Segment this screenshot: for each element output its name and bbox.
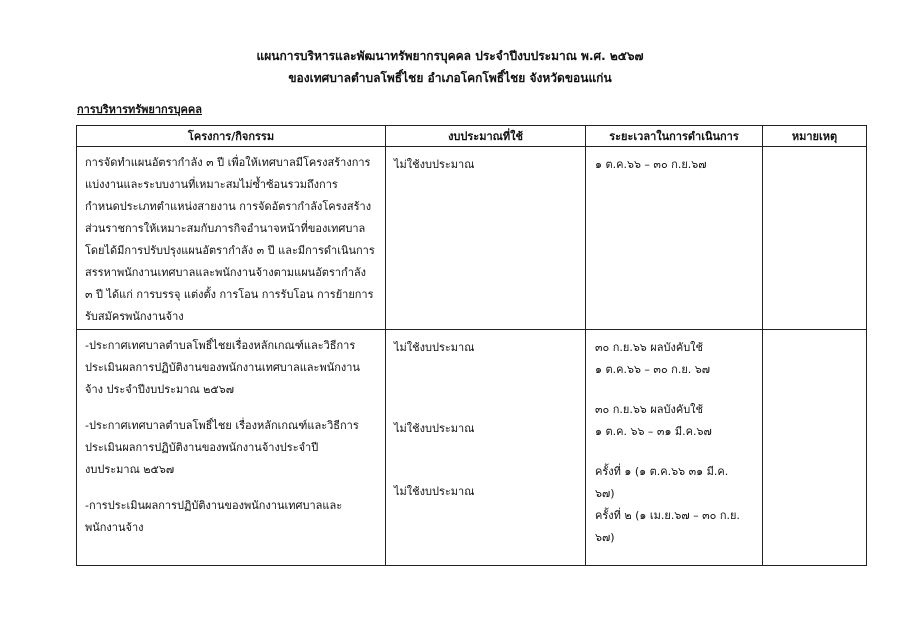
schedule-cell xyxy=(586,330,763,566)
schedule-line: ครั้งที่ ๑ (๑ ต.ค.๖๖ ๓๑ มี.ค. xyxy=(595,465,729,478)
schedule-line: ๓๐ ก.ย.๖๖ ผลบังคับใช้ xyxy=(595,403,704,416)
activity-line: ประเมินผลการปฏิบัติงานของพนักงานเทศบาลและพนักงาน xyxy=(85,361,360,374)
column-header-note: หมายเหตุ xyxy=(763,126,867,147)
column-header-activity: โครงการ/กิจกรรม xyxy=(77,126,386,147)
section-title: การบริหารทรัพยากรบุคคล xyxy=(77,103,203,116)
activity-line: -การประเมินผลการปฏิบัติงานของพนักงานเทศบาลและ xyxy=(85,499,343,512)
note-cell xyxy=(763,147,867,330)
schedule-text: ๑ ต.ค.๖๖ – ๓๐ ก.ย.๖๗ xyxy=(595,158,707,171)
activity-line: งบประมาณ ๒๕๖๗ xyxy=(85,463,175,476)
activity-cell xyxy=(77,330,386,566)
activity-line: ประเมินผลการปฏิบัติงานของพนักงานจ้างประจำปี xyxy=(85,441,319,454)
activity-line: รับสมัครพนักงานจ้าง xyxy=(85,310,184,323)
activity-line: แบ่งงานและระบบงานที่เหมาะสมไม่ซ้ำซ้อนรวมถึงการ xyxy=(85,178,338,191)
schedule-line: ครั้งที่ ๒ (๑ เม.ย.๖๗ – ๓๐ ก.ย. xyxy=(595,509,740,522)
schedule-line: ๖๗) xyxy=(595,531,615,544)
activity-cell xyxy=(77,147,386,330)
budget-text: ไม่ใช้งบประมาณ xyxy=(394,485,475,498)
schedule-line: ๑ ต.ค.๖๖ – ๓๐ ก.ย. ๖๗ xyxy=(595,363,711,376)
budget-cell xyxy=(386,147,586,330)
activity-line: พนักงานจ้าง xyxy=(85,521,144,534)
schedule-line: ๓๐ ก.ย.๖๖ ผลบังคับใช้ xyxy=(595,341,704,354)
activity-line: -ประกาศเทศบาลตำบลโพธิ์ไชยเรื่องหลักเกณฑ์และวิธีการ xyxy=(85,339,356,352)
schedule-cell xyxy=(586,147,763,330)
table-row xyxy=(77,330,867,566)
table-row xyxy=(77,147,867,330)
budget-cell xyxy=(386,330,586,566)
activity-line: ๓ ปี ได้แก่ การบรรจุ แต่งตั้ง การโอน การรับโอน การย้ายการ xyxy=(85,288,374,301)
note-cell xyxy=(763,330,867,566)
activity-line: จ้าง ประจำปีงบประมาณ ๒๕๖๗ xyxy=(85,383,235,396)
document-title-line1: แผนการบริหารและพัฒนาทรัพยากรบุคคล ประจำปีงบประมาณ พ.ศ. ๒๕๖๗ xyxy=(256,49,644,63)
activity-line: สรรหาพนักงานเทศบาลและพนักงานจ้างตามแผนอัตรากำลัง xyxy=(85,266,366,279)
schedule-line: ๖๗) xyxy=(595,487,615,500)
plan-table xyxy=(76,125,867,566)
column-header-budget: งบประมาณที่ใช้ xyxy=(386,126,586,147)
column-header-schedule: ระยะเวลาในการดำเนินการ xyxy=(586,126,763,147)
activity-line: ส่วนราชการให้เหมาะสมกับภารกิจอำนาจหน้าที่ของเทศบาล xyxy=(85,222,366,235)
activity-line: กำหนดประเภทตำแหน่งสายงาน การจัดอัตรากำลังโครงสร้าง xyxy=(85,200,372,213)
activity-line: -ประกาศเทศบาลตำบลโพธิ์ไชย เรื่องหลักเกณฑ์และวิธีการ xyxy=(85,419,359,432)
document-title-line2: ของเทศบาลตำบลโพธิ์ไชย อำเภอโคกโพธิ์ไชย จังหวัดขอนแก่น xyxy=(288,71,612,85)
activity-line: การจัดทำแผนอัตรากำลัง ๓ ปี เพื่อให้เทศบาลมีโครงสร้างการ xyxy=(85,156,371,169)
budget-text: ไม่ใช้งบประมาณ xyxy=(394,341,475,354)
budget-text: ไม่ใช้งบประมาณ xyxy=(394,422,475,435)
schedule-line: ๑ ต.ค. ๖๖ – ๓๑ มี.ค.๖๗ xyxy=(595,425,712,438)
table-header-row xyxy=(77,126,867,147)
budget-text: ไม่ใช้งบประมาณ xyxy=(394,158,475,171)
activity-line: โดยได้มีการปรับปรุงแผนอัตรากำลัง ๓ ปี และมีการดำเนินการ xyxy=(85,244,375,257)
